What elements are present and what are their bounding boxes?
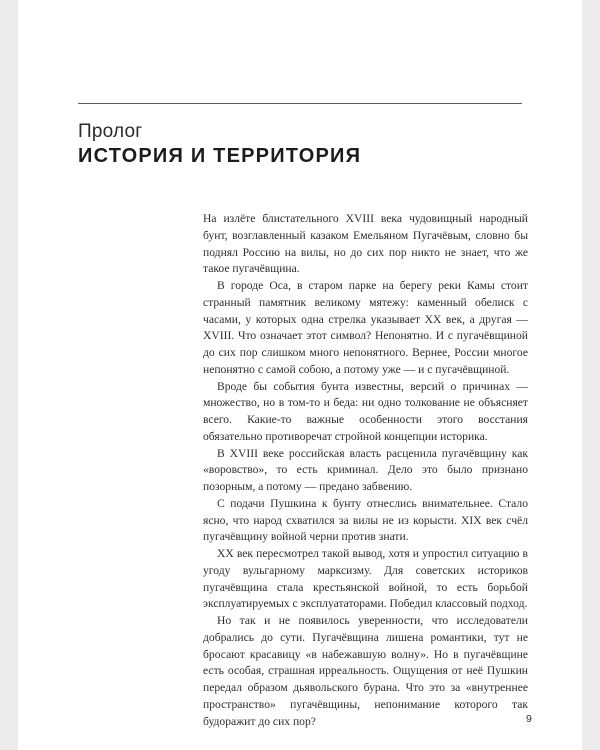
paragraph: В городе Оса, в старом парке на берегу реки Камы стоит странный памятник великому мятежу: каменный обелиск с часами, у которых одна стрелка указывает XX век, а другая — XVIII. Что означает этот символ? Непонятно. И с пугачёвщиной до сих пор слишком много непонятного. Вернее, России многое непонятно с самой собою, а потому уже — и с пугачёвщиной. <box>203 279 528 376</box>
chapter-title: ИСТОРИЯ И ТЕРРИТОРИЯ <box>78 145 362 167</box>
paragraph: Вроде бы события бунта известны, версий о причинах — множество, но в том-то и беда: ни одно толкование не объясняет всего. Какие-то важные особенности этого восстания обязательно противоречат стройной концепции историка. <box>203 379 528 443</box>
body-text <box>203 211 528 730</box>
paragraph: На излёте блистательного XVIII века чудовищный народный бунт, возглавленный казаком Емельяном Пугачёвым, словно бы поднял Россию на вилы, но до сих пор никто не знает, что же такое пугачёвщина. <box>203 212 528 276</box>
header-rule <box>78 103 522 104</box>
book-page <box>18 0 582 750</box>
paragraph: В XVIII веке российская власть расценила пугачёвщину как «воровство», то есть криминал. Дело это было признано позорным, а потому — предано забвению. <box>203 446 528 493</box>
page-number: 9 <box>526 713 532 725</box>
paragraph: XX век пересмотрел такой вывод, хотя и упростил ситуацию в угоду вульгарному марксизму. Для советских историков пугачёвщина стала крестьянской войной, то есть борьбой эксплуатируемых с эксплуататорами. Победил классовый подход. <box>203 547 528 611</box>
paragraph: С подачи Пушкина к бунту отнеслись внимательнее. Стало ясно, что народ схватился за вилы не из корысти. XIX век счёл пугачёвщину войной черни против знати. <box>203 496 528 544</box>
paragraph: Но так и не появилось уверенности, что исследователи добрались до сути. Пугачёвщина лишена романтики, тут не бросают красавицу «в набежавшую волну». Но в пугачёвщине есть особая, страшная ирреальность. Ощущения от неё Пушкин передал образом дьявольского бурана. Что это за «внутреннее пространство» пугачёвщины, непонимание которого так будоражит до сих пор? <box>203 614 528 728</box>
section-label: Пролог <box>78 121 143 142</box>
